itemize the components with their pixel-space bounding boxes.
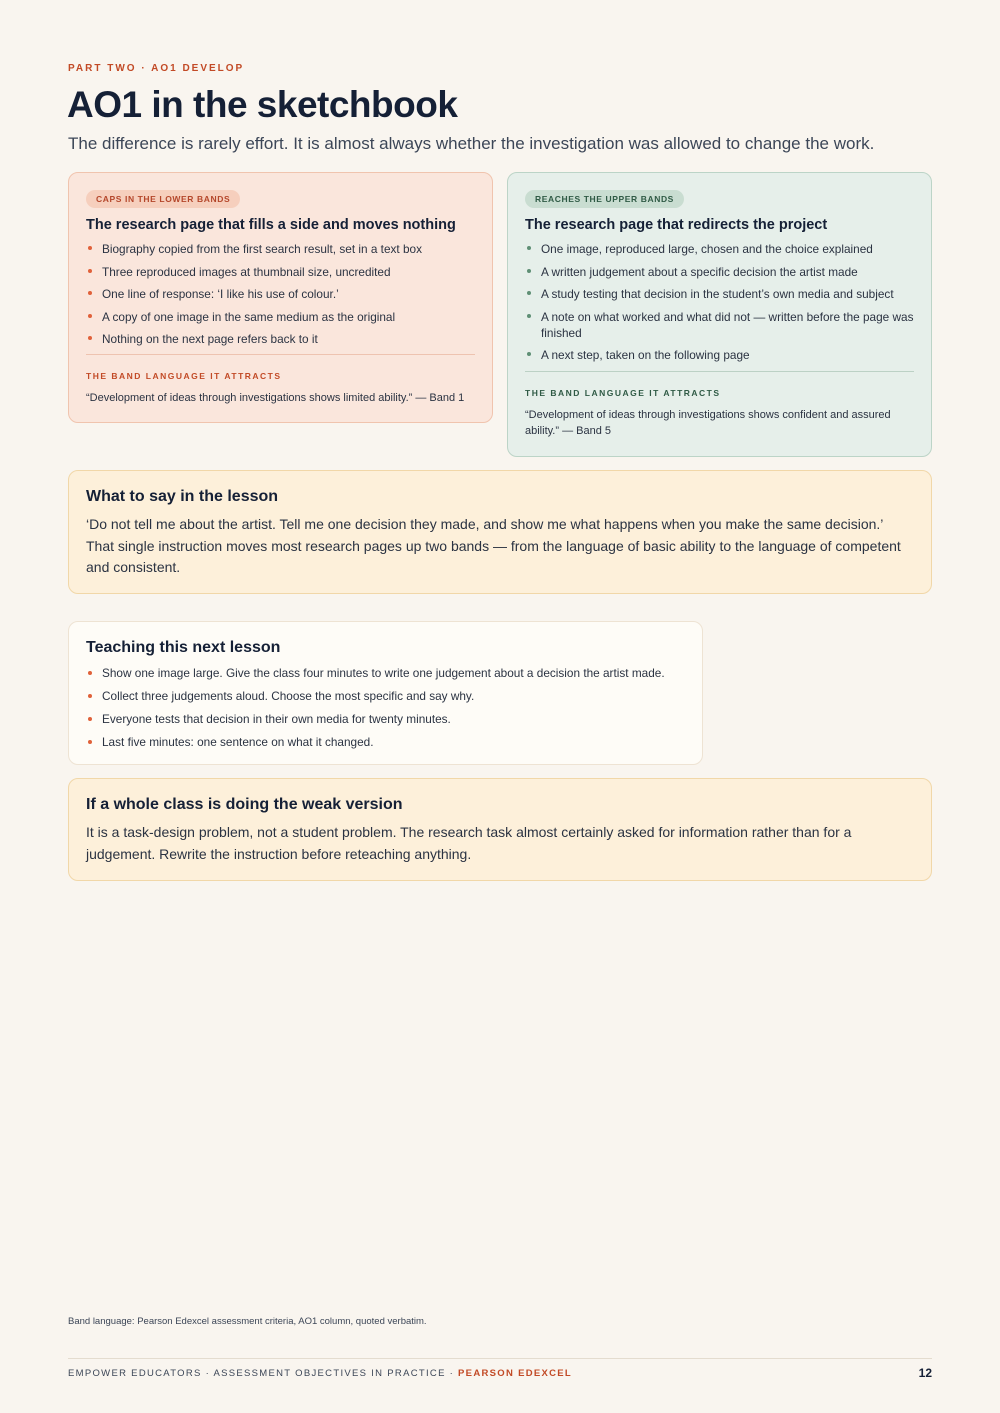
list-item: One image, reproduced large, chosen and the choice explained — [525, 241, 914, 257]
page-number: 12 — [918, 1366, 932, 1380]
list-item: A study testing that decision in the student’s own media and subject — [525, 286, 914, 302]
strong-card-list — [525, 241, 914, 363]
footer-divider — [68, 1358, 932, 1359]
list-item: A note on what worked and what did not — written before the page was finished — [525, 309, 914, 341]
strong-example-card — [507, 172, 932, 457]
weak-class-callout-body: It is a task-design problem, not a student problem. The research task almost certainly asked for information rather than for a judgement. Rewrite the instruction before reteaching anything. — [86, 824, 852, 862]
footer-text — [68, 1368, 572, 1379]
weak-band-label: THE BAND LANGUAGE IT ATTRACTS — [86, 371, 282, 381]
lesson-callout-body: ‘Do not tell me about the artist. Tell me one decision they made, and show me what happens when you make the same decision.’ That single instruction moves most research pages up two bands — from the language of basic ability to the language of competent and consistent. — [86, 516, 901, 575]
page-title: AO1 in the sketchbook — [67, 84, 458, 125]
section-eyebrow: PART TWO · AO1 DEVELOP — [68, 63, 245, 74]
weak-class-callout — [68, 778, 932, 881]
page-subtitle: The difference is rarely effort. It is almost always whether the investigation was allowed to change the work. — [68, 134, 875, 153]
weak-card-list — [86, 241, 475, 347]
footer-series: EMPOWER EDUCATORS · ASSESSMENT OBJECTIVES IN PRACTICE · — [68, 1368, 459, 1379]
list-item: A written judgement about a specific decision the artist made — [525, 264, 914, 280]
strong-card-divider — [525, 371, 914, 372]
list-item: Nothing on the next page refers back to it — [86, 331, 475, 347]
strong-band-quote: “Development of ideas through investigations shows confident and assured ability.” — Band 5 — [525, 409, 891, 437]
list-item: Show one image large. Give the class four minutes to write one judgement about a decision the artist made. — [86, 662, 690, 685]
lesson-callout-title: What to say in the lesson — [86, 488, 279, 505]
lower-bands-badge: CAPS IN THE LOWER BANDS — [86, 190, 240, 208]
list-item: One line of response: ‘I like his use of colour.’ — [86, 286, 475, 302]
weak-band-quote: “Development of ideas through investigations shows limited ability.” — Band 1 — [86, 392, 465, 404]
weak-card-title: The research page that fills a side and moves nothing — [86, 217, 456, 233]
list-item: A copy of one image in the same medium as the original — [86, 309, 475, 325]
source-footnote: Band language: Pearson Edexcel assessment criteria, AO1 column, quoted verbatim. — [68, 1316, 427, 1327]
weak-class-callout-title: If a whole class is doing the weak version — [86, 796, 403, 813]
strong-band-label: THE BAND LANGUAGE IT ATTRACTS — [525, 388, 721, 398]
weak-card-divider — [86, 354, 475, 355]
list-item: Three reproduced images at thumbnail size, uncredited — [86, 264, 475, 280]
weak-example-card — [68, 172, 493, 423]
strong-card-title: The research page that redirects the project — [525, 217, 828, 233]
teaching-card-title: Teaching this next lesson — [86, 639, 281, 656]
lesson-callout — [68, 470, 932, 594]
upper-bands-badge: REACHES THE UPPER BANDS — [525, 190, 684, 208]
list-item: Everyone tests that decision in their own media for twenty minutes. — [86, 708, 690, 731]
list-item: Last five minutes: one sentence on what it changed. — [86, 731, 690, 754]
teaching-list — [86, 662, 690, 754]
list-item: Biography copied from the first search result, set in a text box — [86, 241, 475, 257]
footer-brand: PEARSON EDEXCEL — [458, 1368, 573, 1379]
list-item: Collect three judgements aloud. Choose the most specific and say why. — [86, 685, 690, 708]
teaching-card — [68, 621, 703, 765]
list-item: A next step, taken on the following page — [525, 347, 914, 363]
